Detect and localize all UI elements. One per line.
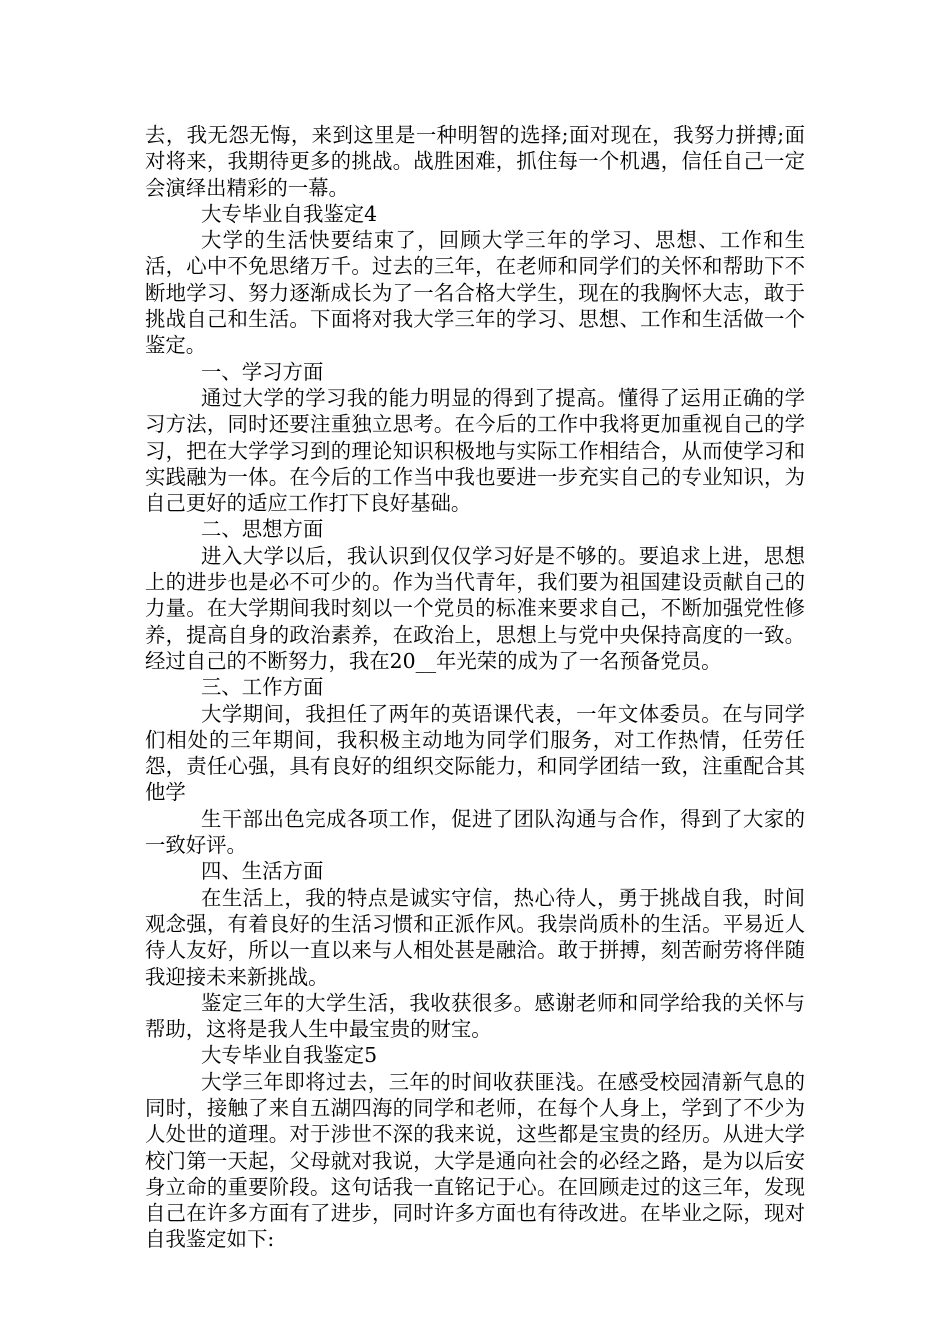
paragraph: 大学的生活快要结束了，回顾大学三年的学习、思想、工作和生活，心中不免思绪万千。过去的三年，在老师和同学们的关怀和帮助下不断地学习、努力逐渐成长为了一名合格大学生，现在的我胸怀大志，敢于挑战自己和生活。下面将对我大学三年的学习、思想、工作和生活做一个鉴定。 — [145, 228, 805, 358]
paragraph: 生干部出色完成各项工作，促进了团队沟通与合作，得到了大家的一致好评。 — [145, 806, 805, 858]
section-heading-4: 大专毕业自我鉴定4 — [201, 201, 378, 226]
paragraph: 在生活上，我的特点是诚实守信，热心待人，勇于挑战自我，时间观念强，有着良好的生活习惯和正派作风。我崇尚质朴的生活。平易近人待人友好，所以一直以来与人相处甚是融洽。敢于拼搏，刻苦耐劳将伴随我迎接未来新挑战。 — [145, 885, 805, 989]
paragraph-intro-continuation: 去，我无怨无悔，来到这里是一种明智的选择;面对现在，我努力拼搏;面对将来，我期待更多的挑战。战胜困难，抓住每一个机遇，信任自己一定会演绎出精彩的一幕。 — [145, 123, 805, 200]
paragraph: 鉴定三年的大学生活，我收获很多。感谢老师和同学给我的关怀与帮助，这将是我人生中最宝贵的财宝。 — [145, 990, 805, 1042]
paragraph: 大学期间，我担任了两年的英语课代表，一年文体委员。在与同学们相处的三年期间，我积极主动地为同学们服务，对工作热情，任劳任怨，责任心强，具有良好的组织交际能力，和同学团结一致，注重配合其他学 — [145, 701, 805, 805]
subheading-study: 一、学习方面 — [201, 359, 324, 384]
subheading-work: 三、工作方面 — [201, 675, 324, 700]
subheading-thought: 二、思想方面 — [201, 517, 324, 542]
subheading-life: 四、生活方面 — [201, 859, 324, 884]
document-page — [145, 122, 805, 1253]
section-heading-5: 大专毕业自我鉴定5 — [201, 1043, 378, 1068]
paragraph: 进入大学以后，我认识到仅仅学习好是不够的。要追求上进，思想上的进步也是必不可少的。作为当代青年，我们要为祖国建设贡献自己的力量。在大学期间我时刻以一个党员的标准来要求自己，不断加强党性修养，提高自身的政治素养，在政治上，思想上与党中央保持高度的一致。经过自己的不断努力，我在20__年光荣的成为了一名预备党员。 — [145, 543, 805, 673]
paragraph: 通过大学的学习我的能力明显的得到了提高。懂得了运用正确的学习方法，同时还要注重独立思考。在今后的工作中我将更加重视自己的学习，把在大学学习到的理论知识积极地与实际工作相结合，从而使学习和实践融为一体。在今后的工作当中我也要进一步充实自己的专业知识，为自己更好的适应工作打下良好基础。 — [145, 385, 805, 516]
paragraph: 大学三年即将过去，三年的时间收获匪浅。在感受校园清新气息的同时，接触了来自五湖四海的同学和老师，在每个人身上，学到了不少为人处世的道理。对于涉世不深的我来说，这些都是宝贵的经历。从进大学校门第一天起，父母就对我说，大学是通向社会的必经之路，是为以后安身立命的重要阶段。这句话我一直铭记于心。在回顾走过的这三年，发现自己在许多方面有了进步，同时许多方面也有待改进。在毕业之际，现对自我鉴定如下: — [145, 1069, 805, 1252]
